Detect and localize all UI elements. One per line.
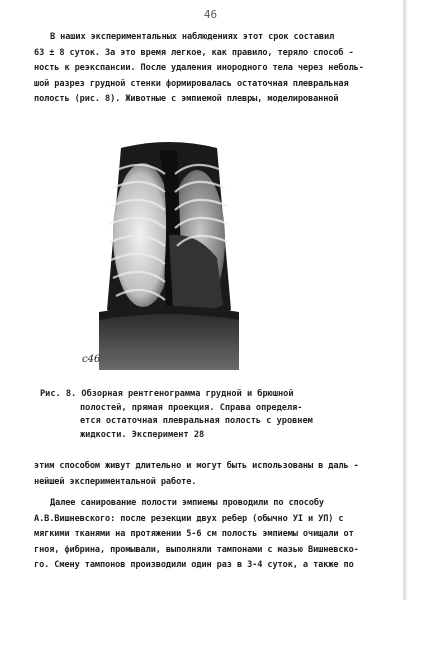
text-line: 63 ± 8 суток. За это время легкое, как правило, теряло способ -: [34, 47, 354, 58]
text-line: Далее санирование полости эмпиемы проводили по способу: [50, 498, 324, 508]
page-edge-shadow: [403, 0, 407, 600]
paragraph-2: [34, 459, 396, 490]
caption-line: ется остаточная плевральная полость с уровнем: [80, 416, 313, 427]
text-line: нейшей экспериментальной работе.: [34, 476, 197, 487]
text-line: шой разрез грудной стенки формировалась остаточная плевральная: [34, 78, 349, 89]
text-line: В наших экспериментальных наблюдениях этот срок составил: [50, 32, 335, 42]
text-line: гноя, фибрина, промывали, выполняли тампонами с мазью Вишневско-: [34, 544, 359, 555]
caption-line: жидкости. Эксперимент 28: [80, 429, 205, 440]
caption-line: Рис. 8. Обзорная рентгенограмма грудной и брюшной: [40, 389, 294, 399]
paragraph-3: [34, 496, 396, 574]
text-line: полость (рис. 8). Животные с эмпиемой плевры, моделированной: [34, 94, 339, 105]
text-line: го. Смену тампонов производили один раз в 3-4 суток, а также по: [34, 560, 354, 571]
text-line: мягкими тканями на протяжении 5-6 см полость эмпиемы очищали от: [34, 529, 354, 540]
text-line: этим способом живут длительно и могут быть использованы в даль -: [34, 461, 359, 471]
paragraph-1: [34, 30, 396, 108]
figure-caption: [40, 388, 380, 442]
page-number: 46: [203, 8, 218, 21]
caption-line: полостей, прямая проекция. Справа определя-: [80, 402, 303, 413]
text-line: А.В.Вишневского: после резекции двух ребер (обычно УI и УП) с: [34, 513, 344, 524]
scan-handwritten-label: c46: [82, 354, 101, 365]
xray-image: [99, 140, 239, 370]
text-line: ность к реэкспансии. После удаления инородного тела через неболь-: [34, 63, 364, 74]
